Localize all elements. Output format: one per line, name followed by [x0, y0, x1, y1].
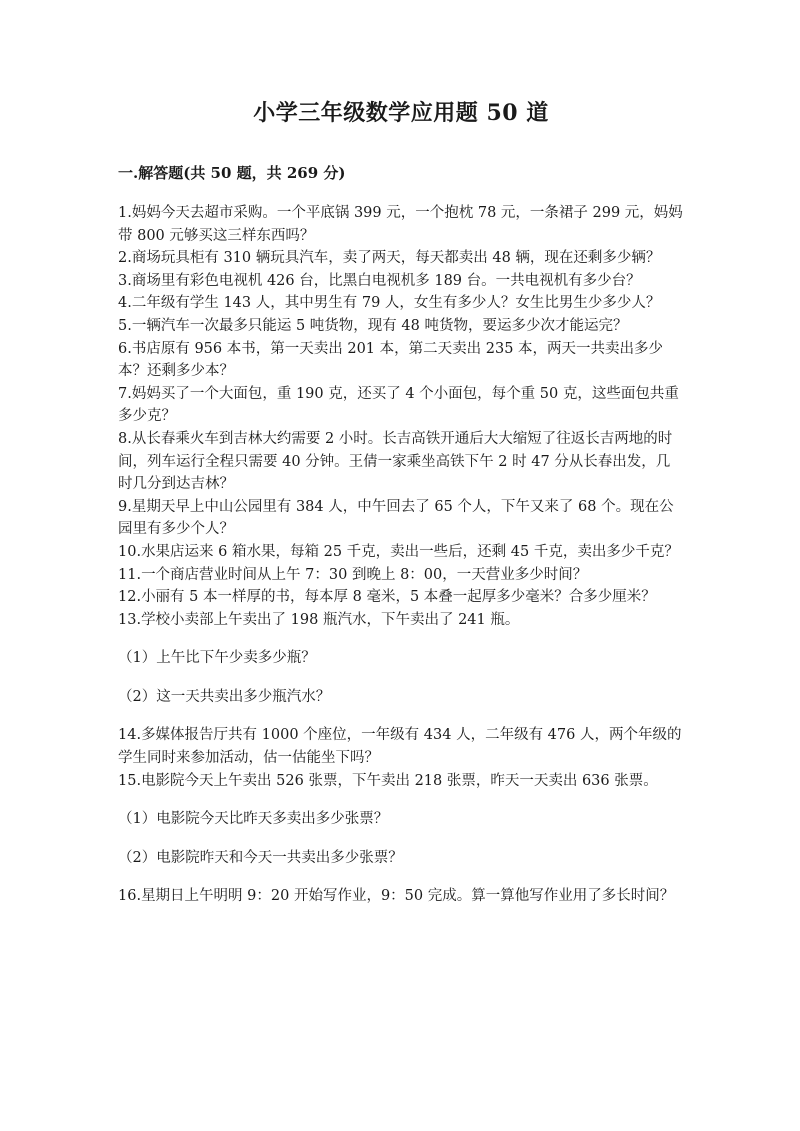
question-item — [118, 496, 684, 541]
subquestion-list — [118, 808, 684, 869]
question-text: 二年级有学生 143 人，其中男生有 79 人，女生有多少人？女生比男生少多少人？ — [131, 295, 661, 312]
question-text: 商场里有彩色电视机 426 台，比黑白电视机多 189 台。一共电视机有多少台？ — [131, 272, 641, 289]
question-number: 3. — [118, 272, 132, 289]
question-number: 2. — [118, 250, 132, 267]
subquestion-number: （1） — [118, 650, 157, 667]
question-number: 5. — [118, 317, 132, 334]
question-list — [118, 202, 684, 908]
subquestion-item — [118, 686, 684, 709]
question-number: 8. — [118, 430, 132, 447]
question-number: 7. — [118, 385, 132, 402]
question-item — [118, 564, 684, 587]
subquestion-item — [118, 647, 684, 670]
question-item — [118, 885, 684, 908]
section-heading: 一.解答题(共 50 题，共 269 分) — [118, 164, 346, 182]
page-title: 小学三年级数学应用题 50 道 — [253, 100, 549, 126]
question-text: 多媒体报告厅共有 1000 个座位，一年级有 434 人，二年级有 476 人，两个年级的学生同时来参加活动，估一估能坐下吗？ — [118, 727, 682, 767]
question-number: 15. — [118, 772, 142, 789]
question-item — [118, 428, 684, 496]
question-number: 1. — [118, 205, 132, 221]
question-number: 12. — [118, 589, 142, 606]
question-text: 书店原有 956 本书，第一天卖出 201 本，第二天卖出 235 本，两天一共卖出多少本？还剩多少本？ — [118, 340, 664, 380]
subquestion-text: 电影院今天比昨天多卖出多少张票？ — [156, 811, 389, 828]
question-text: 学校小卖部上午卖出了 198 瓶汽水，下午卖出了 241 瓶。 — [141, 611, 520, 628]
question-text: 一辆汽车一次最多只能运 5 吨货物，现有 48 吨货物，要运多少次才能运完？ — [131, 317, 628, 334]
question-number: 13. — [118, 611, 142, 628]
question-item — [118, 247, 684, 270]
question-number: 11. — [118, 566, 142, 583]
question-item — [118, 202, 684, 247]
question-item — [118, 292, 684, 315]
subquestion-number: （2） — [118, 849, 157, 866]
question-item — [118, 338, 684, 383]
subquestion-item — [118, 808, 684, 831]
question-item — [118, 270, 684, 293]
question-text: 电影院今天上午卖出 526 张票，下午卖出 218 张票，昨天一天卖出 636 张票。 — [141, 772, 658, 789]
question-number: 4. — [118, 295, 132, 312]
question-number: 14. — [118, 727, 142, 744]
question-item — [118, 770, 684, 870]
question-item — [118, 724, 684, 769]
subquestion-text: 上午比下午少卖多少瓶？ — [156, 650, 316, 667]
question-item — [118, 383, 684, 428]
question-item — [118, 586, 684, 609]
question-text: 商场玩具柜有 310 辆玩具汽车，卖了两天，每天都卖出 48 辆，现在还剩多少辆？ — [131, 250, 661, 267]
question-number: 9. — [118, 498, 132, 515]
question-text: 小丽有 5 本一样厚的书，每本厚 8 毫米，5 本叠一起厚多少毫米？合多少厘米？ — [141, 589, 656, 606]
subquestion-number: （2） — [118, 688, 157, 705]
question-number: 6. — [118, 340, 132, 357]
question-text: 妈妈买了一个大面包，重 190 克，还买了 4 个小面包，每个重 50 克，这些面包共重多少克？ — [118, 385, 679, 425]
question-text: 一个商店营业时间从上午 7：30 到晚上 8：00，一天营业多少时间？ — [141, 566, 588, 583]
question-item — [118, 315, 684, 338]
question-text: 从长春乘火车到吉林大约需要 2 小时。长吉高铁开通后大大缩短了往返长吉两地的时间，列车运行全程只需要 40 分钟。王倩一家乘坐高铁下午 2 时 47 分从长春出发，几时几分到达吉林？ — [118, 430, 673, 493]
question-text: 水果店运来 6 箱水果，每箱 25 千克，卖出一些后，还剩 45 千克，卖出多少千克？ — [141, 543, 679, 560]
question-item — [118, 609, 684, 709]
question-text: 妈妈今天去超市采购。一个平底锅 399 元，一个抱枕 78 元，一条裙子 299 元，妈妈带 800 元够买这三样东西吗？ — [118, 205, 683, 244]
subquestion-item — [118, 847, 684, 870]
subquestion-number: （1） — [118, 811, 157, 828]
subquestion-text: 这一天共卖出多少瓶汽水？ — [156, 688, 331, 705]
question-item — [118, 541, 684, 564]
subquestion-text: 电影院昨天和今天一共卖出多少张票？ — [156, 849, 403, 866]
question-text: 星期日上午明明 9：20 开始写作业，9：50 完成。算一算他写作业用了多长时间？ — [141, 888, 675, 905]
question-number: 10. — [118, 543, 142, 560]
question-number: 16. — [118, 888, 142, 905]
subquestion-list — [118, 647, 684, 708]
question-text: 星期天早上中山公园里有 384 人，中午回去了 65 个人，下午又来了 68 个。现在公园里有多少个人？ — [118, 498, 674, 538]
